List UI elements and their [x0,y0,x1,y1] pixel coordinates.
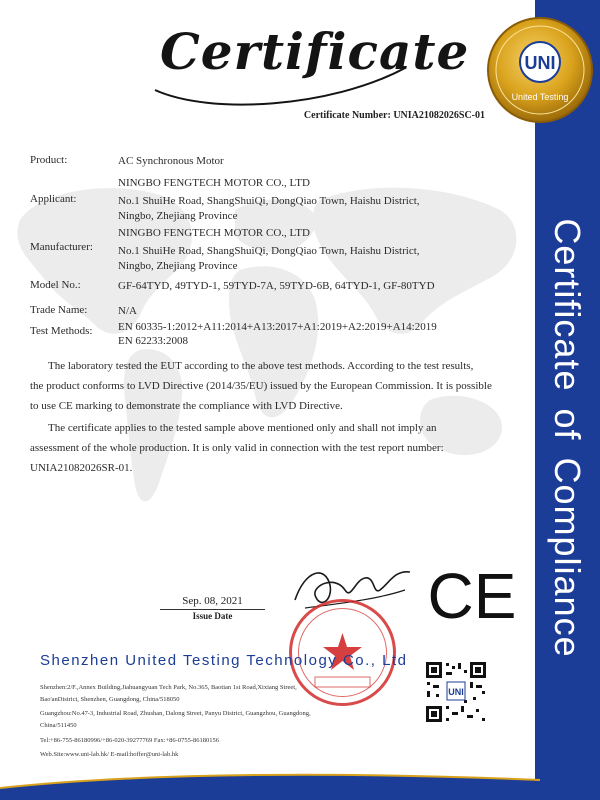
company-address-1: Shenzhen:2/F.,Annex Building,Jiahuangyuan Tech Park, No.365, Baotian 1st Road,Xixiang Street, [40,684,297,691]
ce-mark-text: CE [427,560,517,628]
gold-seal-icon [480,10,600,130]
issue-date-label: Issue Date [192,611,233,621]
title-flourish [150,60,410,110]
model-no-value: GF-64TYD, 49TYD-1, 59TYD-7A, 59TYD-6B, 64TYD-1, GF-80TYD [118,280,435,292]
manufacturer-address-2: Ningbo, Zhejiang Province [118,260,238,272]
certificate-title: Certificate [160,22,470,81]
test-methods-line-1: EN 60335-1:2012+A11:2014+A13:2017+A1:2019+A2:2019+A14:2019 [118,321,437,333]
manufacturer-address-1: No.1 ShuiHe Road, ShangShuiQi, DongQiao Town, Haishu District, [118,245,420,257]
company-web: Web.Site:www.uni-lab.hk/ E-mail:hoffer@uni-lab.hk [40,751,179,758]
paragraph-1-line-2: the product conforms to LVD Directive (2014/35/EU) issued by the European Commission. It is possible [30,380,492,392]
company-address-3: Guangzhou:No.47-3, Industrial Road, Zhushan, Dalong Street, Panyu District, Guangzhou, Guangdong, [40,710,311,717]
product-value: AC Synchronous Motor [118,155,224,167]
ce-mark-icon [425,560,520,628]
company-phone: Tel:+86-755-86180996/+86-020-39277769 Fax:+86-0755-86180156 [40,737,219,744]
seal-caption: United Testing [511,92,569,102]
manufacturer-label: Manufacturer: [30,241,93,253]
paragraph-1-line-1: The laboratory tested the EUT according to the above test methods. According to the test results, [48,360,474,372]
applicant-name: NINGBO FENGTECH MOTOR CO., LTD [118,177,310,189]
paragraph-1 [30,356,510,416]
bottom-swoosh [0,770,540,800]
company-name: Shenzhen United Testing Technology Co., Ltd [40,652,408,669]
paragraph-2-line-2: assessment of the whole production. It is only valid in connection with the test report number: [30,442,444,454]
model-no-label: Model No.: [30,279,81,291]
seal-brand: UNI [524,53,556,73]
company-address-4: China/511450 [40,722,77,729]
applicant-address-2: Ningbo, Zhejiang Province [118,210,238,222]
product-label: Product: [30,154,68,166]
paragraph-2-line-3: UNIA21082026SR-01. [30,462,133,474]
paragraph-2 [30,418,510,478]
test-methods-line-2: EN 62233:2008 [118,335,188,347]
issue-date-line [160,609,265,610]
test-methods-label: Test Methods: [30,325,93,337]
company-address-2: Bao'anDistrict, Shenzhen, Guangdong, China/518050 [40,696,180,703]
paragraph-2-line-1: The certificate applies to the tested sample above mentioned only and shall not imply an [48,422,437,434]
qr-code-icon [424,660,488,724]
applicant-label: Applicant: [30,193,77,205]
trade-name-value: N/A [118,305,137,317]
manufacturer-name: NINGBO FENGTECH MOTOR CO., LTD [118,227,310,239]
trade-name-label: Trade Name: [30,304,88,316]
side-title: Certificate of Compliance [547,218,588,658]
paragraph-1-line-3: to use CE marking to demonstrate the compliance with LVD Directive. [30,400,343,412]
qr-logo-text: UNI [448,687,464,697]
issue-date: Sep. 08, 2021 [182,595,243,607]
applicant-address-1: No.1 ShuiHe Road, ShangShuiQi, DongQiao Town, Haishu District, [118,195,420,207]
certificate-number: Certificate Number: UNIA21082026SC-01 [303,110,485,121]
